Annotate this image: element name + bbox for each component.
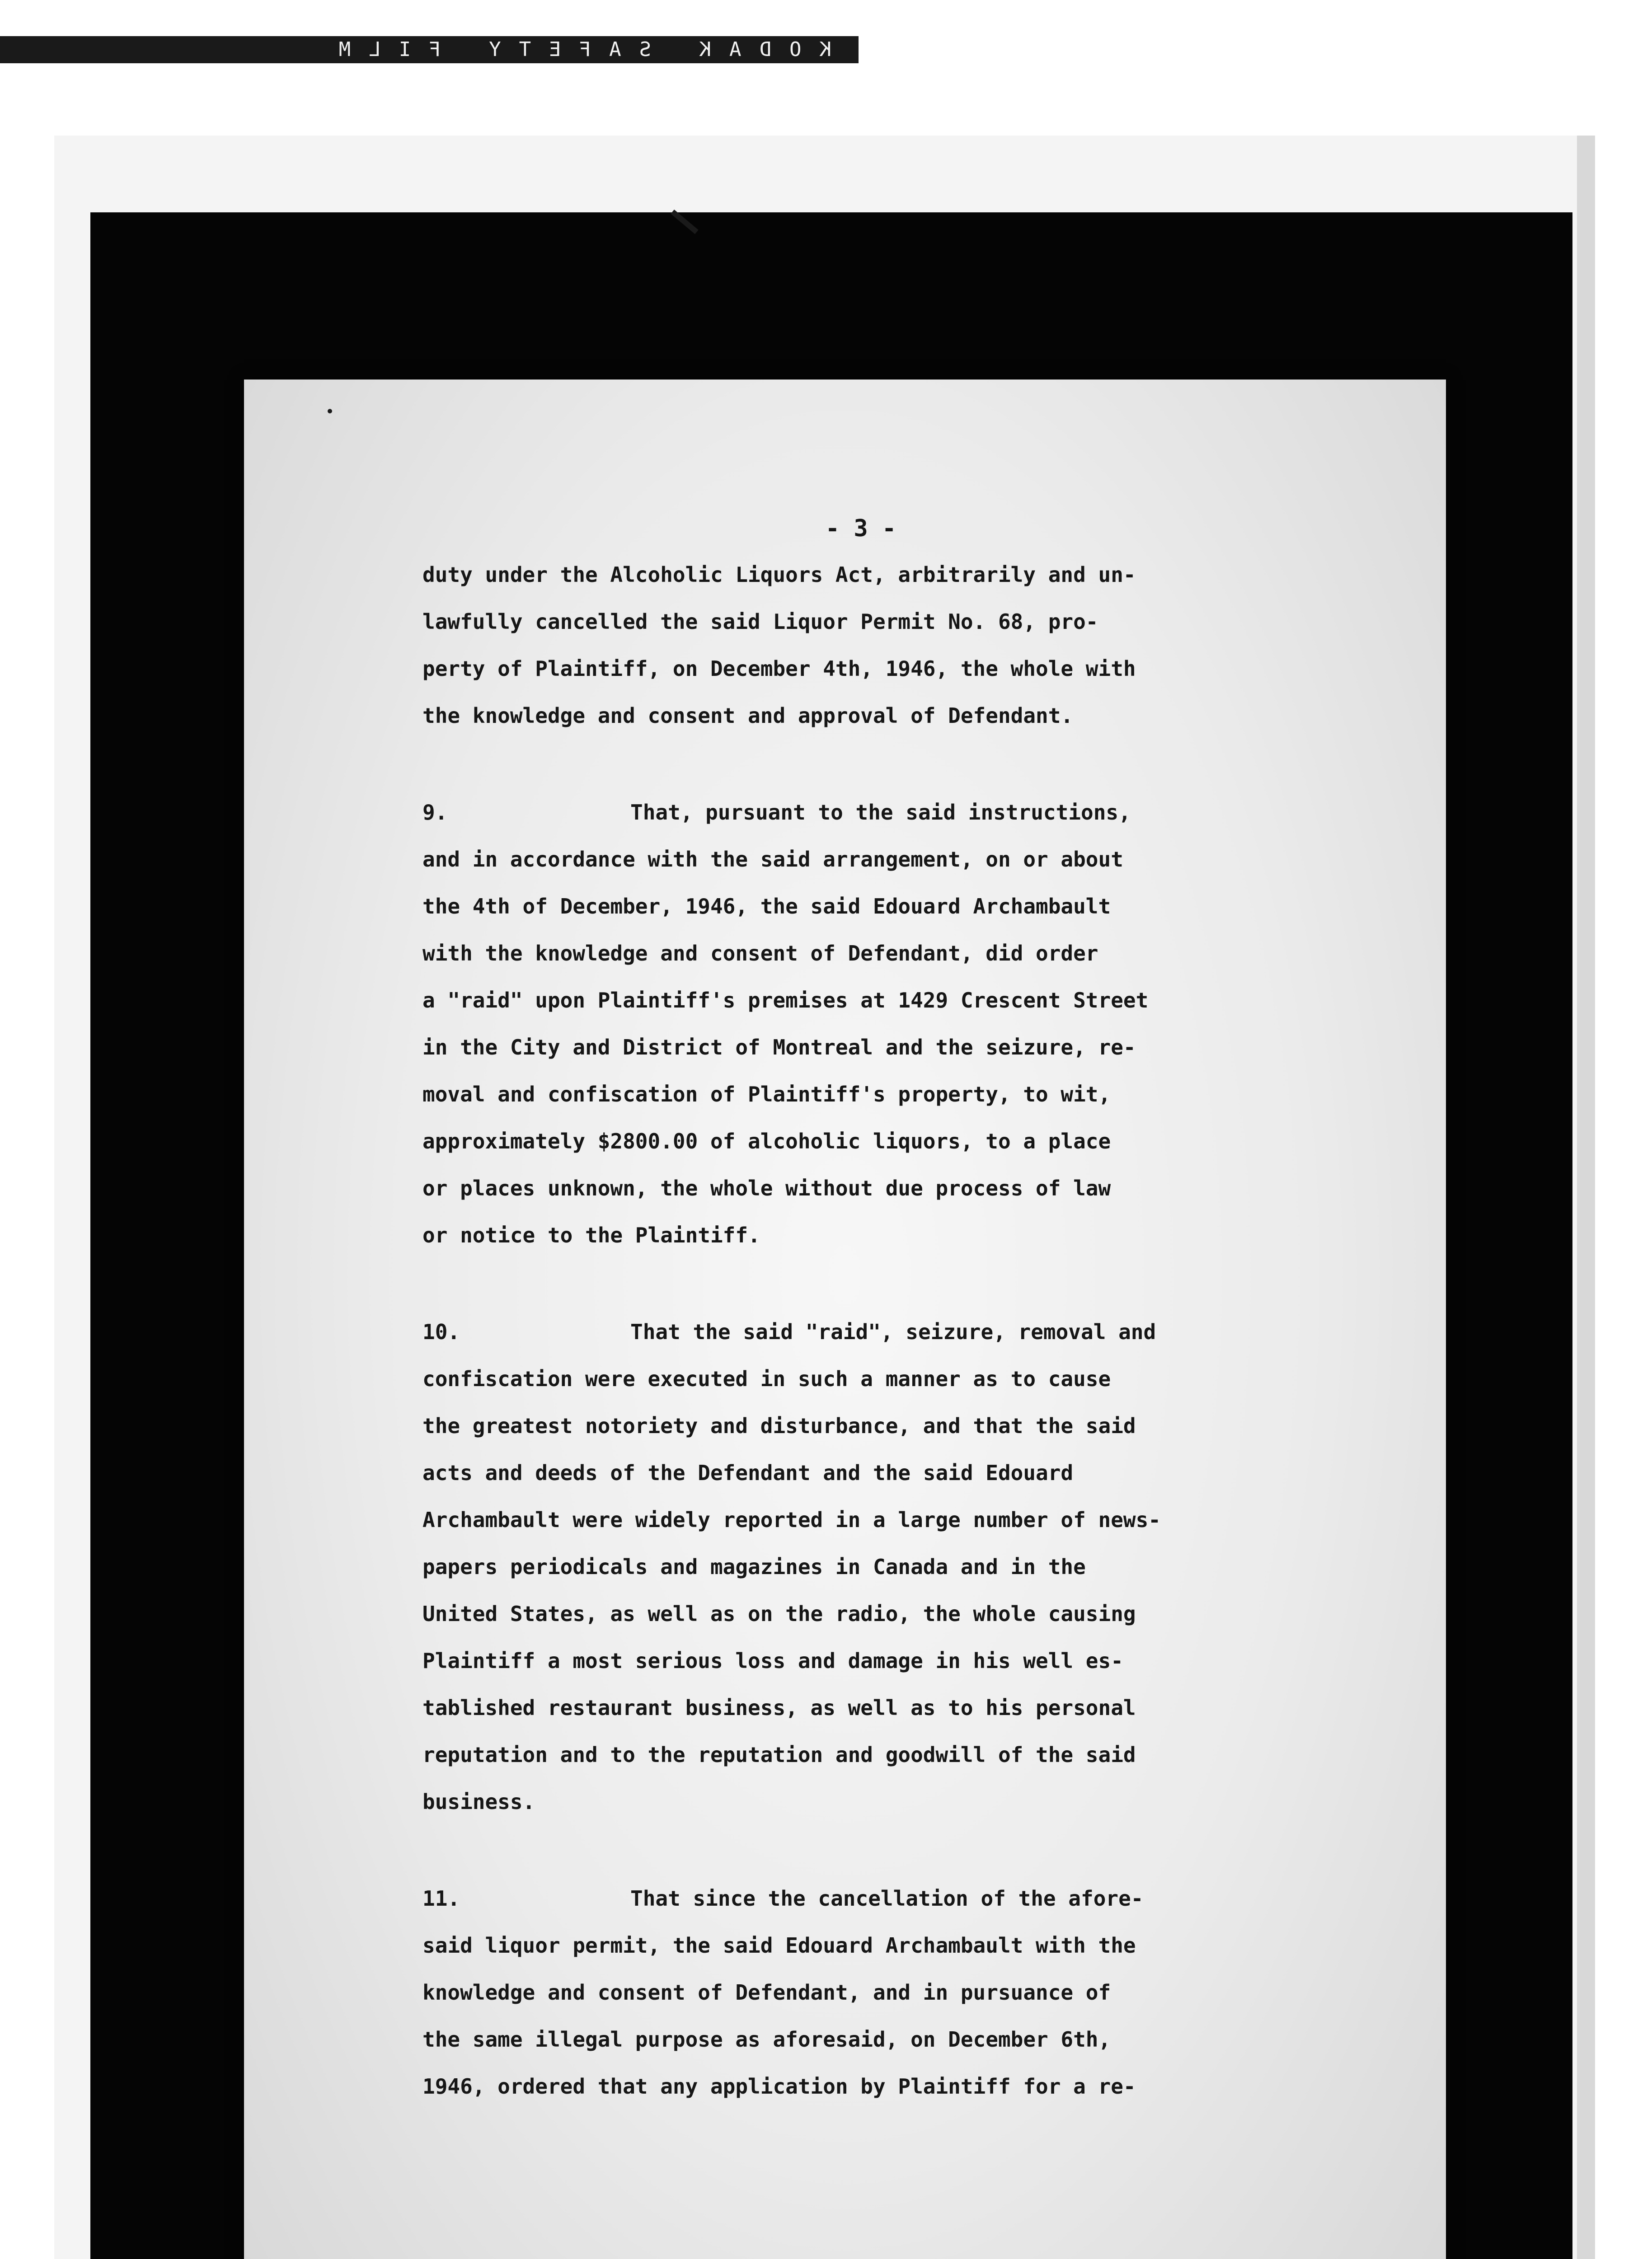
paragraph-line: or places unknown, the whole without due process of law: [422, 1176, 1111, 1200]
paragraph-line: moval and confiscation of Plaintiff's property, to wit,: [422, 1082, 1111, 1106]
paragraph-line: with the knowledge and consent of Defendant, did order: [422, 941, 1098, 965]
paragraph-number: 9.: [422, 800, 448, 825]
paragraph-line: knowledge and consent of Defendant, and in pursuance of: [422, 1980, 1111, 2005]
intro-line: perty of Plaintiff, on December 4th, 1946, the whole with: [422, 656, 1136, 681]
paragraph-line: approximately $2800.00 of alcoholic liquors, to a place: [422, 1129, 1111, 1153]
document-body: [422, 506, 1272, 2110]
paragraph-line: Plaintiff a most serious loss and damage in his well es-: [422, 1649, 1123, 1673]
intro-line: the knowledge and consent and approval of Defendant.: [422, 703, 1074, 728]
paragraph-line: or notice to the Plaintiff.: [422, 1223, 760, 1247]
paragraph-line: 1946, ordered that any application by Plaintiff for a re-: [422, 2074, 1136, 2099]
paragraph-first-line: That, pursuant to the said instructions,: [630, 800, 1131, 825]
paragraph-number: 11.: [422, 1886, 460, 1911]
paragraph-line: confiscation were executed in such a manner as to cause: [422, 1367, 1111, 1391]
paragraph-line: and in accordance with the said arrangement, on or about: [422, 847, 1123, 872]
paragraph-line: a "raid" upon Plaintiff's premises at 1429 Crescent Street: [422, 988, 1149, 1012]
paragraph-line: papers periodicals and magazines in Canada and in the: [422, 1555, 1086, 1579]
paragraph-line: tablished restaurant business, as well as to his personal: [422, 1696, 1136, 1720]
paragraph-first-line: That since the cancellation of the afore-: [630, 1886, 1144, 1911]
paragraph-first-line: That the said "raid", seizure, removal and: [630, 1320, 1156, 1344]
film-edge-marking: KODAK SAFETY FILM: [0, 36, 859, 63]
paragraph-line: acts and deeds of the Defendant and the said Edouard: [422, 1461, 1074, 1485]
paragraph-line: Archambault were widely reported in a large number of news-: [422, 1508, 1161, 1532]
paragraph-line: the 4th of December, 1946, the said Edouard Archambault: [422, 894, 1111, 919]
film-strip: [0, 0, 1652, 68]
paragraph-line: reputation and to the reputation and goodwill of the said: [422, 1743, 1136, 1767]
paragraph-line: said liquor permit, the said Edouard Archambault with the: [422, 1933, 1136, 1958]
paragraph-line: United States, as well as on the radio, the whole causing: [422, 1602, 1136, 1626]
paragraph-line: business.: [422, 1790, 535, 1814]
intro-line: lawfully cancelled the said Liquor Permit No. 68, pro-: [422, 609, 1098, 634]
paragraph-10: [422, 1308, 1272, 1825]
paragraph-9: [422, 789, 1272, 1259]
paragraph-line: in the City and District of Montreal and the seizure, re-: [422, 1035, 1136, 1059]
paragraph-11: [422, 1875, 1272, 2110]
dust-speck-icon: [328, 409, 332, 413]
paragraph-number: 10.: [422, 1320, 460, 1344]
paragraph-line: the same illegal purpose as aforesaid, on December 6th,: [422, 2027, 1111, 2052]
page-number: - 3 -: [825, 515, 896, 542]
intro-block: [422, 551, 1272, 739]
paragraph-line: the greatest notoriety and disturbance, and that the said: [422, 1414, 1136, 1438]
intro-line: duty under the Alcoholic Liquors Act, arbitrarily and un-: [422, 562, 1136, 587]
